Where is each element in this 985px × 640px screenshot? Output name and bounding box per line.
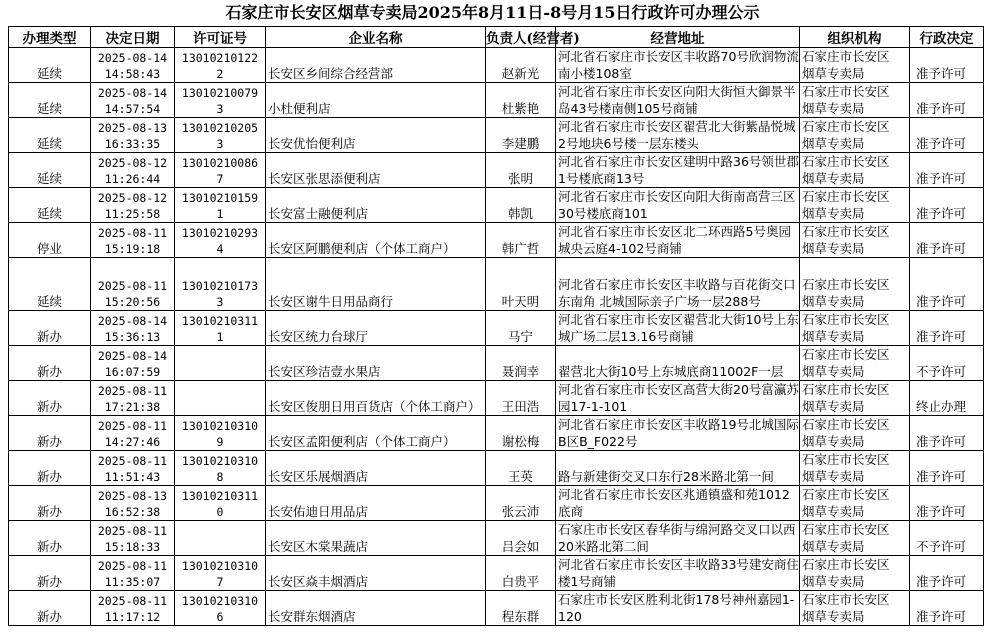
cell-person: 谢松梅 [486,416,556,451]
cell-address: 路与新建街交叉口东行28米路北第一间 [556,451,800,486]
license-number-part2: 3 [216,137,224,151]
org-line1: 石家庄市长安区 [802,522,890,537]
time-value: 15:18:33 [104,540,161,554]
org-line1: 石家庄市长安区 [802,49,890,64]
cell-decision: 准予许可 [910,451,984,486]
time-value: 11:25:58 [104,207,161,221]
cell-type: 延续 [9,48,91,83]
license-number-part1: 13010210173 [181,279,259,293]
cell-date [91,381,175,416]
cell-org [800,188,910,223]
table-row [9,381,984,416]
table-row [9,556,984,591]
cell-decision: 准予许可 [910,591,984,626]
cell-person: 杜紫艳 [486,83,556,118]
cell-date [91,346,175,381]
cell-address: 河北省石家庄市长安区兆通镇盛和苑1012底商 [556,486,800,521]
org-line2: 烟草专卖局 [802,399,865,414]
license-number-part1: 13010210086 [181,156,259,170]
date-value: 2025-08-11 [97,226,168,240]
license-number-part1: 13010210079 [181,86,259,100]
time-value: 11:17:12 [104,610,161,624]
cell-org [800,416,910,451]
cell-address: 河北省石家庄市长安区丰收路33号建安商住楼1号商铺 [556,556,800,591]
org-line2: 烟草专卖局 [802,504,865,519]
license-number-part2: 0 [216,505,224,519]
cell-company: 长安区焱丰烟酒店 [266,556,486,591]
cell-person: 王田浩 [486,381,556,416]
table-row [9,118,984,153]
org-line2: 烟草专卖局 [802,294,865,309]
cell-license [175,346,266,381]
org-line2: 烟草专卖局 [802,171,865,186]
cell-company: 长安区珍洁壹水果店 [266,346,486,381]
cell-person: 韩凯 [486,188,556,223]
column-header-type: 办理类型 [9,27,91,48]
column-header-person: 负责人(经营者) [486,27,556,48]
cell-company: 长安区木棠果蔬店 [266,521,486,556]
cell-org [800,118,910,153]
date-value: 2025-08-11 [97,594,168,608]
cell-type: 新办 [9,311,91,346]
cell-license [175,311,266,346]
cell-company: 长安区阿鹏便利店（个体工商户） [266,223,486,258]
cell-decision: 准予许可 [910,118,984,153]
table-row [9,346,984,381]
org-line2: 烟草专卖局 [802,101,865,116]
cell-type: 延续 [9,83,91,118]
cell-type: 新办 [9,451,91,486]
date-value: 2025-08-11 [97,454,168,468]
cell-person: 程东群 [486,591,556,626]
date-value: 2025-08-14 [97,86,168,100]
cell-date [91,223,175,258]
license-number-part2: 1 [216,207,224,221]
license-number-part2: 7 [216,172,224,186]
org-line1: 石家庄市长安区 [802,312,890,327]
date-value: 2025-08-11 [97,384,168,398]
org-line1: 石家庄市长安区 [802,382,890,397]
cell-person: 白贵平 [486,556,556,591]
cell-type: 新办 [9,556,91,591]
cell-type: 新办 [9,346,91,381]
cell-person: 吕会如 [486,521,556,556]
table-row [9,48,984,83]
license-number-part1: 13010210122 [181,51,259,65]
time-value: 15:19:18 [104,242,161,256]
cell-company: 小杜便利店 [266,83,486,118]
cell-type: 延续 [9,118,91,153]
cell-company: 长安区张思添便利店 [266,153,486,188]
cell-decision: 准予许可 [910,223,984,258]
license-number-part1: 13010210310 [181,454,259,468]
cell-address: 河北省石家庄市长安区翟营北大街紫晶悦城2号地块6号楼一层东楼头 [556,118,800,153]
org-line2: 烟草专卖局 [802,206,865,221]
cell-date [91,188,175,223]
license-number-part1: 13010210311 [181,314,259,328]
date-value: 2025-08-11 [97,524,168,538]
column-header-company: 企业名称 [266,27,486,48]
license-number-part1: 13010210205 [181,121,259,135]
license-number-part2: 3 [216,102,224,116]
date-value: 2025-08-11 [97,559,168,573]
time-value: 16:33:35 [104,137,161,151]
cell-org [800,346,910,381]
cell-decision: 准予许可 [910,258,984,311]
date-value: 2025-08-12 [97,156,168,170]
cell-type: 新办 [9,521,91,556]
cell-date [91,521,175,556]
table-row [9,521,984,556]
org-line2: 烟草专卖局 [802,609,865,624]
cell-person: 赵新光 [486,48,556,83]
license-number-part2: 9 [216,435,224,449]
date-value: 2025-08-13 [97,489,168,503]
org-line1: 石家庄市长安区 [802,84,890,99]
cell-org [800,258,910,311]
cell-address: 河北省石家庄市长安区翟营北大街10号上东城广场二层13.16号商铺 [556,311,800,346]
cell-type: 新办 [9,381,91,416]
cell-type: 新办 [9,591,91,626]
cell-org [800,451,910,486]
cell-license [175,381,266,416]
cell-license [175,153,266,188]
time-value: 16:07:59 [104,365,161,379]
cell-person: 聂润幸 [486,346,556,381]
cell-person: 张明 [486,153,556,188]
cell-address: 河北省石家庄市长安区高营大街20号富瀛苏园17-1-101 [556,381,800,416]
time-value: 14:58:43 [104,67,161,81]
table-row [9,591,984,626]
org-line1: 石家庄市长安区 [802,224,890,239]
table-row [9,223,984,258]
date-value: 2025-08-12 [97,191,168,205]
cell-license [175,486,266,521]
column-header-decision: 行政决定 [910,27,984,48]
org-line1: 石家庄市长安区 [802,557,890,572]
license-number-part2: 7 [216,575,224,589]
license-number-part2: 8 [216,470,224,484]
cell-org [800,556,910,591]
date-value: 2025-08-11 [97,419,168,433]
license-number-part1: 13010210310 [181,419,259,433]
cell-license [175,48,266,83]
org-line2: 烟草专卖局 [802,434,865,449]
cell-address: 河北省石家庄市长安区丰收路70号欣润物流南小楼108室 [556,48,800,83]
org-line2: 烟草专卖局 [802,241,865,256]
cell-license [175,416,266,451]
cell-company: 长安区乐展烟酒店 [266,451,486,486]
permit-table [8,26,984,626]
license-number-part2: 3 [216,295,224,309]
org-line1: 石家庄市长安区 [802,487,890,502]
table-body [9,48,984,626]
cell-company: 长安区俊朋日用百货店（个体工商户） [266,381,486,416]
cell-company: 长安群东烟酒店 [266,591,486,626]
org-line2: 烟草专卖局 [802,469,865,484]
cell-decision: 准予许可 [910,486,984,521]
cell-license [175,591,266,626]
cell-address: 河北省石家庄市长安区丰收路19号北城国际B区B_F022号 [556,416,800,451]
cell-type: 停业 [9,223,91,258]
cell-decision: 准予许可 [910,556,984,591]
table-row [9,188,984,223]
cell-org [800,591,910,626]
time-value: 14:57:54 [104,102,161,116]
org-line1: 石家庄市长安区 [802,452,890,467]
cell-type: 新办 [9,416,91,451]
cell-decision: 准予许可 [910,416,984,451]
time-value: 16:52:38 [104,505,161,519]
cell-decision: 准予许可 [910,83,984,118]
cell-org [800,486,910,521]
cell-date [91,591,175,626]
cell-person: 李建鹏 [486,118,556,153]
cell-decision: 准予许可 [910,188,984,223]
org-line1: 石家庄市长安区 [802,277,890,292]
cell-license [175,83,266,118]
license-number-part2: 1 [216,330,224,344]
cell-license [175,223,266,258]
cell-address: 石家庄市长安区春华街与绵河路交叉口以西20米路北第二间 [556,521,800,556]
cell-date [91,486,175,521]
cell-address: 河北省石家庄市长安区丰收路与百花街交口东南角 北城国际亲子广场一层288号 [556,258,800,311]
cell-decision: 不予许可 [910,521,984,556]
page-title: 石家庄市长安区烟草专卖局2025年8月11日-8号月15日行政许可办理公示 [225,3,760,22]
column-header-license: 许可证号 [175,27,266,48]
cell-decision: 终止办理 [910,381,984,416]
cell-address: 河北省石家庄市长安区北二环西路5号奥园城央云庭4-102号商铺 [556,223,800,258]
cell-address: 石家庄市长安区胜利北街178号神州嘉园1-120 [556,591,800,626]
cell-person: 张云沛 [486,486,556,521]
cell-person: 马宁 [486,311,556,346]
date-value: 2025-08-14 [97,314,168,328]
header-row [9,27,984,48]
cell-license [175,451,266,486]
cell-person: 叶天明 [486,258,556,311]
cell-decision: 不予许可 [910,346,984,381]
date-value: 2025-08-14 [97,51,168,65]
org-line2: 烟草专卖局 [802,329,865,344]
time-value: 17:21:38 [104,400,161,414]
cell-date [91,416,175,451]
date-value: 2025-08-14 [97,349,168,363]
license-number-part1: 13010210310 [181,559,259,573]
org-line1: 石家庄市长安区 [802,119,890,134]
cell-date [91,118,175,153]
column-header-address: 经营地址 [556,27,800,48]
cell-company: 长安优怡便利店 [266,118,486,153]
cell-company: 长安区乡间综合经营部 [266,48,486,83]
license-number-part2: 2 [216,67,224,81]
table-row [9,451,984,486]
cell-decision: 准予许可 [910,153,984,188]
table-row [9,83,984,118]
table-row [9,153,984,188]
cell-org [800,311,910,346]
license-number-part2: 4 [216,242,224,256]
org-line1: 石家庄市长安区 [802,417,890,432]
cell-address: 河北省石家庄市长安区向阳大街恒大御景半岛43号楼南侧105号商铺 [556,83,800,118]
license-number-part1: 13010210293 [181,226,259,240]
date-value: 2025-08-11 [97,279,168,293]
cell-date [91,556,175,591]
cell-decision: 准予许可 [910,48,984,83]
license-number-part1: 13010210159 [181,191,259,205]
license-number-part1: 13010210310 [181,594,259,608]
cell-address: 河北省石家庄市长安区向阳大街南高营三区30号楼底商101 [556,188,800,223]
org-line2: 烟草专卖局 [802,364,865,379]
time-value: 15:36:13 [104,330,161,344]
cell-company: 长安富士融便利店 [266,188,486,223]
cell-company: 长安区统力台球厅 [266,311,486,346]
org-line2: 烟草专卖局 [802,66,865,81]
cell-org [800,83,910,118]
cell-type: 延续 [9,258,91,311]
cell-date [91,48,175,83]
cell-type: 延续 [9,153,91,188]
cell-date [91,153,175,188]
time-value: 15:20:56 [104,295,161,309]
cell-company: 长安区孟阳便利店（个体工商户） [266,416,486,451]
license-number-part2: 6 [216,610,224,624]
cell-license [175,258,266,311]
cell-org [800,48,910,83]
cell-org [800,153,910,188]
cell-date [91,311,175,346]
column-header-org: 组织机构 [800,27,910,48]
cell-org [800,223,910,258]
cell-org [800,381,910,416]
cell-license [175,521,266,556]
org-line2: 烟草专卖局 [802,574,865,589]
cell-license [175,188,266,223]
table-row [9,416,984,451]
license-number-part1: 13010210311 [181,489,259,503]
cell-type: 新办 [9,486,91,521]
cell-license [175,556,266,591]
time-value: 11:51:43 [104,470,161,484]
cell-date [91,83,175,118]
table-row [9,486,984,521]
cell-org [800,521,910,556]
org-line1: 石家庄市长安区 [802,154,890,169]
cell-decision: 准予许可 [910,311,984,346]
org-line2: 烟草专卖局 [802,136,865,151]
date-value: 2025-08-13 [97,121,168,135]
table-row [9,258,984,311]
org-line2: 烟草专卖局 [802,539,865,554]
cell-address: 河北省石家庄市长安区建明中路36号领世郡1号楼底商13号 [556,153,800,188]
org-line1: 石家庄市长安区 [802,189,890,204]
cell-type: 延续 [9,188,91,223]
time-value: 14:27:46 [104,435,161,449]
time-value: 11:26:44 [104,172,161,186]
cell-date [91,258,175,311]
cell-license [175,118,266,153]
time-value: 11:35:07 [104,575,161,589]
org-line1: 石家庄市长安区 [802,347,890,362]
cell-person: 韩广哲 [486,223,556,258]
cell-company: 长安佑迪日用品店 [266,486,486,521]
cell-person: 王英 [486,451,556,486]
column-header-date: 决定日期 [91,27,175,48]
cell-company: 长安区谢牛日用品商行 [266,258,486,311]
cell-date [91,451,175,486]
org-line1: 石家庄市长安区 [802,592,890,607]
cell-address: 翟营北大街10号上东城底商11002F一层 [556,346,800,381]
table-row [9,311,984,346]
